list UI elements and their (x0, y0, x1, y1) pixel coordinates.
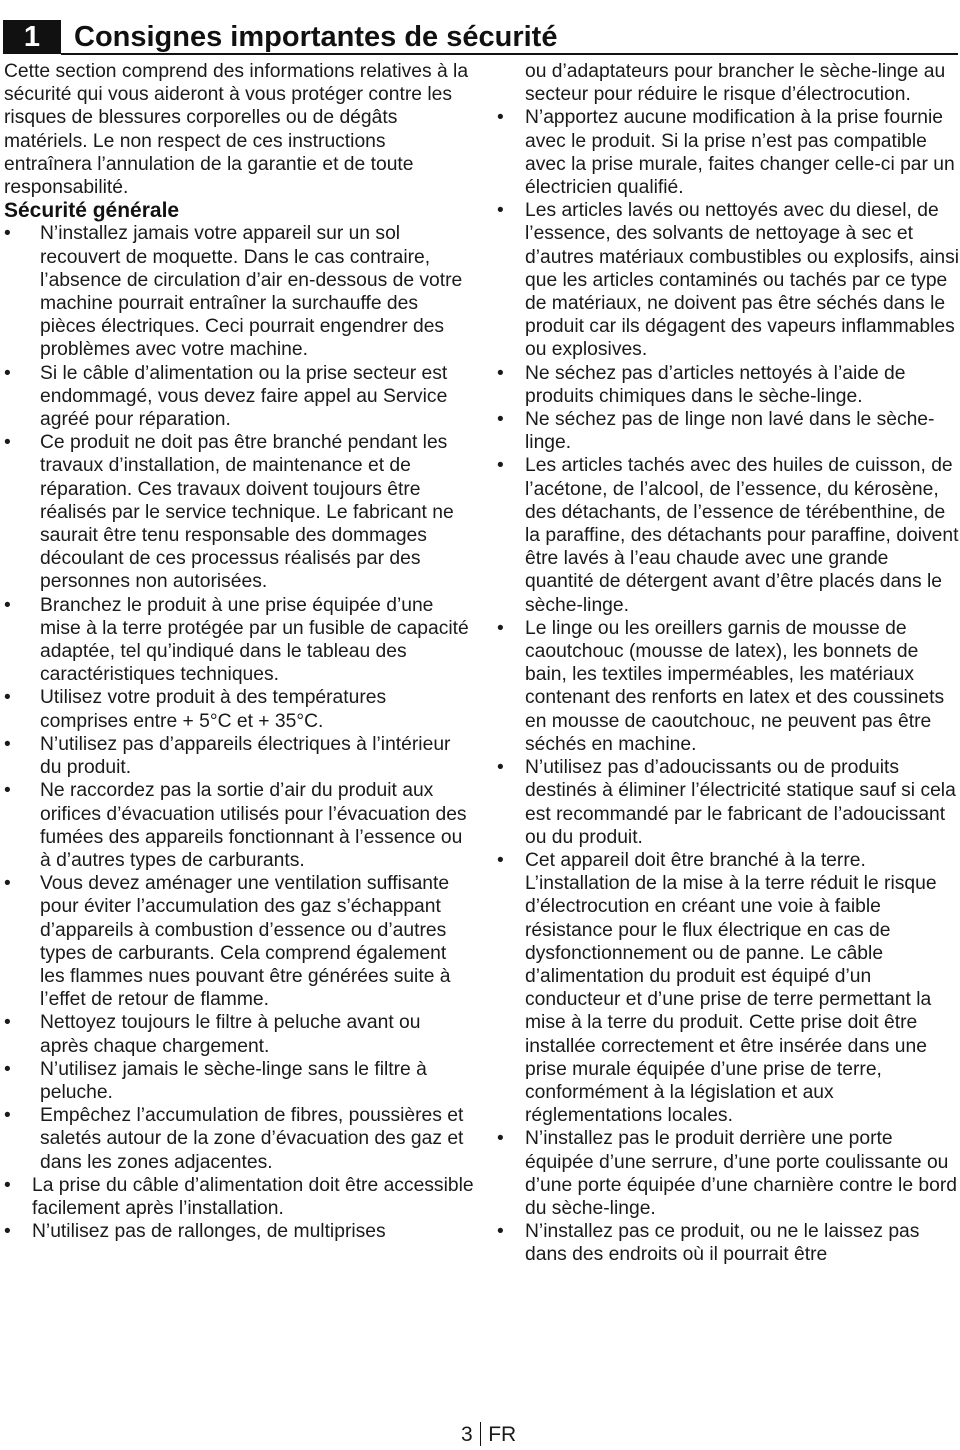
list-item: • Utilisez votre produit à des températures comprises entre + 5°C et + 35°C. (4, 687, 387, 732)
list-item: • N’utilisez pas d’appareils électriques à l’intérieur du produit. (4, 733, 451, 779)
list-item: • Le linge ou les oreillers garnis de mousse de caoutchouc (mousse de latex), les bonnets de bain, les textiles imperméables, les matériaux contenant des renforts en latex et des coussinets en mousse de caoutchouc, ne peuvent pas être séchés en machine. (497, 617, 945, 755)
list-item: • N’utilisez jamais le sèche-linge sans le filtre à peluche. (4, 1058, 427, 1103)
bullet-icon: • (4, 432, 11, 454)
list-item: • N’installez jamais votre appareil sur un sol recouvert de moquette. Dans le cas contraire, l’absence de circulation d’air en-dessous de votre machine pourrait entraîner la surchauffe des pièces électriques. Ceci pourrait engendrer des problèmes avec votre machine. (4, 223, 463, 361)
left-bullet-list (4, 222, 474, 1243)
list-item: • Empêchez l’accumulation de fibres, poussières et saletés autour de la zone d’évacuation des gaz et dans les zones adjacentes. (4, 1105, 464, 1173)
list-item: • N’utilisez pas de rallonges, de multiprises (4, 1221, 386, 1243)
list-item: • Cet appareil doit être branché à la terre. L’installation de la mise à la terre réduit le risque d’électrocution en créant une voie à faible résistance pour le flux électrique en cas de dysfonctionnement ou de panne. Le câble d’alimentation du produit est équipé d’un conducteur et d’une prise de terre permettant la mise à la terre du produit. Cette prise doit être installée correctement et être insérée dans une prise murale équipée d’une prise de terre, conformément à la législation et aux réglementations locales. (497, 849, 937, 1127)
page-number: 3 (461, 1423, 473, 1446)
bullet-icon: • (497, 757, 504, 779)
list-item: • Branchez le produit à une prise équipée d’une mise à la terre protégée par un fusible de capacité adaptée, tel qu’indiqué dans le tableau des caractéristiques techniques. (4, 594, 469, 686)
list-item: • N’installez pas le produit derrière une porte équipée d’une serrure, d’une porte coulissante ou d’une porte équipée d’une charnière contre le bord du sèche-linge. (497, 1128, 957, 1219)
page-title: Consignes importantes de sécurité (74, 21, 558, 53)
subheading-general-safety: Sécurité générale (4, 199, 180, 223)
bullet-icon: • (497, 849, 504, 871)
bullet-icon: • (497, 409, 504, 431)
language-code: FR (488, 1423, 517, 1446)
intro-paragraph: Cette section comprend des informations relatives à la sécurité qui vous aideront à vous protéger contre les risques de blessures corporelles ou de dégâts matériels. Le non respect de ces instructions entraînera l’annulation de la garantie et de toute responsabilité. (4, 61, 469, 199)
bullet-icon: • (497, 1221, 504, 1243)
right-column (497, 60, 960, 1267)
list-item: • Ce produit ne doit pas être branché pendant les travaux d’installation, de maintenance et de réparation. Ces travaux doivent toujours être réalisés par le service technique. Le fabricant ne saurait être tenu responsable des dommages découlant de ces processus réalisés par des personnes non autorisées. (4, 432, 454, 593)
list-item: • Si le câble d’alimentation ou la prise secteur est endommagé, vous devez faire appel au Service agréé pour réparation. (4, 362, 448, 431)
right-bullet-list (497, 106, 960, 1266)
bullet-icon: • (4, 873, 11, 895)
list-item: • N’apportez aucune modification à la prise fournie avec le produit. Si la prise n’est pas compatible avec la prise murale, faites changer celle-ci par un électricien qualifié. (497, 107, 955, 199)
bullet-icon: • (4, 223, 11, 245)
bullet-icon: • (4, 1058, 11, 1080)
list-item: • Ne séchez pas de linge non lavé dans le sèche-linge. (497, 409, 935, 454)
bullet-icon: • (497, 107, 504, 129)
continuation-paragraph: ou d’adaptateurs pour brancher le sèche-linge au secteur pour réduire le risque d’électrocution. (525, 61, 946, 106)
list-item: • Les articles lavés ou nettoyés avec du diesel, de l’essence, des solvants de nettoyage à sec et d’autres matériaux combustibles ou explosifs, ainsi que les articles contaminés ou tachés par ce type de matériaux, ne doivent pas être séchés dans le produit car ils dégagent des vapeurs inflammables ou explosives. (497, 200, 960, 361)
bullet-icon: • (4, 1105, 11, 1127)
list-item: • Nettoyez toujours le filtre à peluche avant ou après chaque chargement. (4, 1012, 421, 1057)
list-item: • N’utilisez pas d’adoucissants ou de produits destinés à éliminer l’électricité statique sauf si cela est recommandé par le fabricant de l’adoucissant ou du produit. (497, 757, 956, 848)
page-footer (461, 1422, 516, 1448)
title-underline (61, 53, 958, 55)
list-item: • Vous devez aménager une ventilation suffisante pour éviter l’accumulation des gaz s’échappant d’appareils à combustion d’essence ou d’autres types de carburants. Cela comprend également les flammes nues pouvant être générées suite à l’effet de retour de flamme. (4, 873, 451, 1011)
section-header (0, 20, 960, 54)
section-number: 1 (23, 21, 41, 53)
left-column (4, 60, 474, 1243)
bullet-icon: • (4, 362, 11, 384)
list-item: • Ne raccordez pas la sortie d’air du produit aux orifices d’évacuation utilisés pour l’évacuation des fumées des appareils fonctionnant à l’essence ou à d’autres types de carburants. (4, 780, 467, 871)
bullet-icon: • (4, 780, 11, 802)
footer-separator (480, 1422, 482, 1446)
bullet-icon: • (4, 1221, 11, 1243)
bullet-icon: • (4, 733, 11, 755)
list-item: • Les articles tachés avec des huiles de cuisson, de l’acétone, de l’alcool, de l’essence, du kérosène, des détachants, de l’essence de térébenthine, de la paraffine, des détachants pour paraffine, doivent être lavés à l’eau chaude avec une grande quantité de détergent avant d’être placés dans le sèche-linge. (497, 455, 959, 616)
bullet-icon: • (497, 1128, 504, 1150)
bullet-icon: • (4, 594, 11, 616)
list-item: • La prise du câble d’alimentation doit être accessible facilement après l’installation. (4, 1174, 474, 1219)
bullet-icon: • (497, 617, 504, 639)
bullet-icon: • (4, 687, 11, 709)
bullet-icon: • (497, 362, 504, 384)
bullet-icon: • (4, 1174, 11, 1196)
list-item: • Ne séchez pas d’articles nettoyés à l’aide de produits chimiques dans le sèche-linge. (497, 362, 906, 407)
bullet-icon: • (497, 200, 504, 222)
list-item: • N’installez pas ce produit, ou ne le laissez pas dans des endroits où il pourrait être (497, 1221, 920, 1266)
section-number-box (3, 20, 61, 54)
bullet-icon: • (497, 455, 504, 477)
bullet-icon: • (4, 1012, 11, 1034)
